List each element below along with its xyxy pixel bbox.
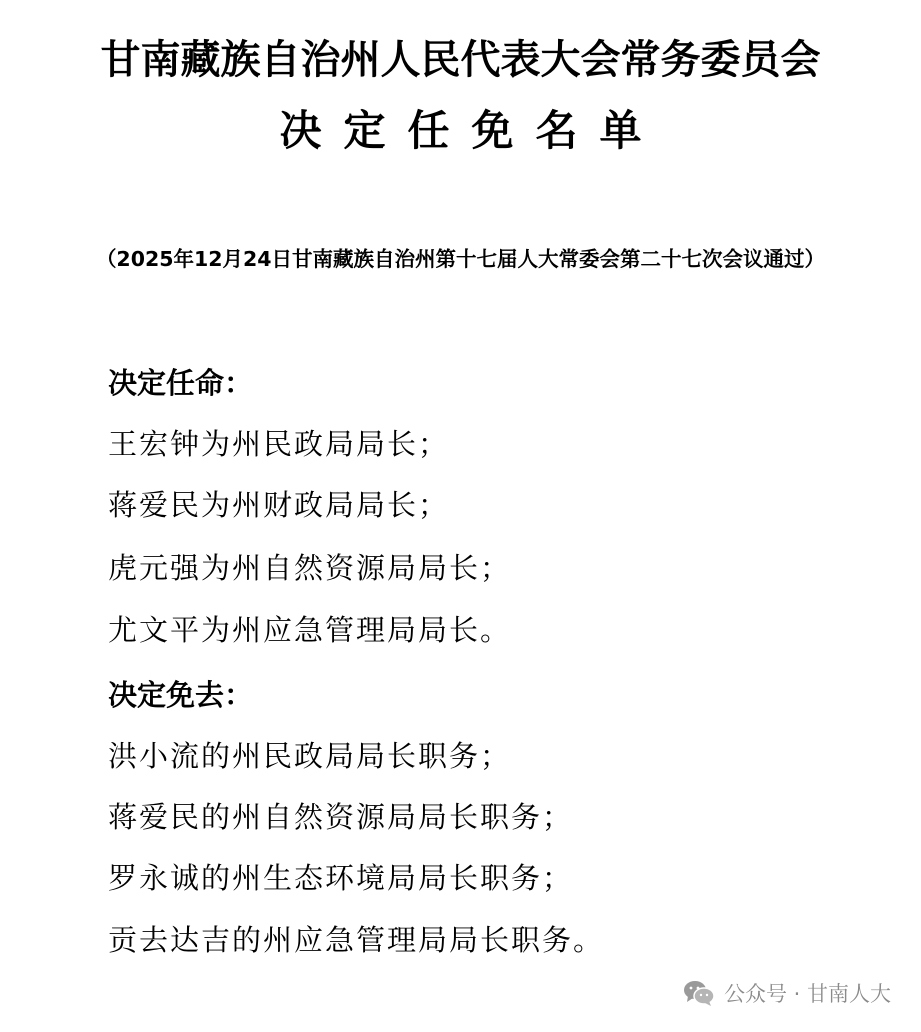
document-subtitle: （2025年12月24日甘南藏族自治州第十七届人大常委会第二十七次会议通过） [95, 247, 826, 271]
removal-item: 洪小流的州民政局局长职务； [108, 739, 512, 773]
watermark-text: 公众号 · 甘南人大 [723, 982, 891, 1006]
appointment-item: 虎元强为州自然资源局局长； [108, 551, 512, 585]
appointment-item: 尤文平为州应急管理局局长。 [108, 613, 512, 647]
wechat-icon [682, 978, 716, 1008]
appointment-item: 王宏钟为州民政局局长； [108, 427, 450, 461]
appointments-heading: 决定任命： [108, 366, 254, 400]
removal-item: 蒋爱民的州自然资源局局长职务； [108, 800, 574, 834]
wechat-watermark [682, 978, 891, 1008]
document-title-line2: 决定任免名单 [279, 106, 664, 155]
document-title-line1: 甘南藏族自治州人民代表大会常务委员会 [100, 37, 821, 83]
removals-heading: 决定免去： [108, 678, 254, 712]
removal-item: 罗永诚的州生态环境局局长职务； [108, 861, 574, 895]
appointment-item: 蒋爱民为州财政局局长； [108, 488, 450, 522]
removal-item: 贡去达吉的州应急管理局局长职务。 [108, 923, 605, 957]
